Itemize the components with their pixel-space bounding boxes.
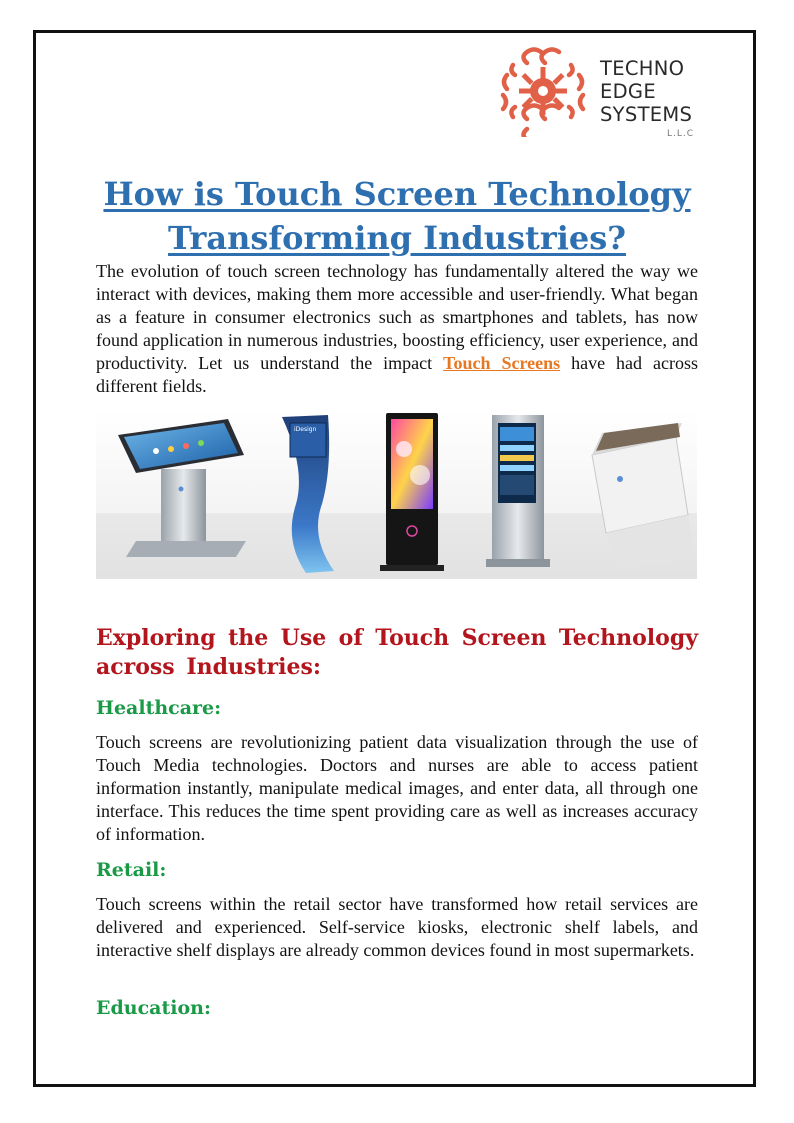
retail-paragraph: Touch screens within the retail sector have transformed how retail services are delivered and experienced. Self-service kiosks, electronic shelf labels, and interactive shelf displays are already common devices found in most supermarkets. (96, 894, 698, 960)
intro-text-before: The evolution of touch screen technology has fundamentally altered the way we interact with devices, making them more accessible and user-friendly. What began as a feature in consumer electronics such as smartphones and tablets, has now found application in numerous industries, boosting efficiency, user experience, and productivity. Let us understand the impact (96, 261, 698, 373)
kiosk-4-silver-tower (486, 415, 550, 567)
logo-mark-icon (497, 45, 589, 137)
section-heading: Exploring the Use of Touch Screen Technology across Industries: (96, 625, 698, 680)
healthcare-paragraph: Touch screens are revolutionizing patient data visualization through the use of Touch Media technologies. Doctors and nurses are able to access patient information instantly, manipulate medical images, and enter data, all through one interface. This reduces the time spent providing care as well as increases accuracy of information. (96, 732, 698, 844)
logo-line-3: SYSTEMS (600, 103, 693, 126)
education-heading: Education: (96, 997, 211, 1019)
logo-line-2: EDGE (600, 80, 656, 103)
kiosk-3-poster-totem (380, 413, 444, 571)
kiosk-lineup-image (96, 409, 697, 579)
page-title[interactable]: How is Touch Screen Technology Transforming Industries? (103, 175, 691, 257)
retail-heading: Retail: (96, 859, 167, 881)
touch-screens-link[interactable]: Touch Screens (443, 353, 561, 373)
company-logo (497, 45, 707, 145)
healthcare-heading: Healthcare: (96, 697, 222, 719)
logo-line-1: TECHNO (600, 57, 685, 80)
intro-paragraph (96, 260, 698, 398)
intro-text-after: have had across different fields. (96, 353, 698, 396)
logo-wordmark (600, 57, 692, 126)
logo-suffix: L.L.C (667, 129, 695, 139)
idesign-label: iDesign (294, 426, 317, 433)
